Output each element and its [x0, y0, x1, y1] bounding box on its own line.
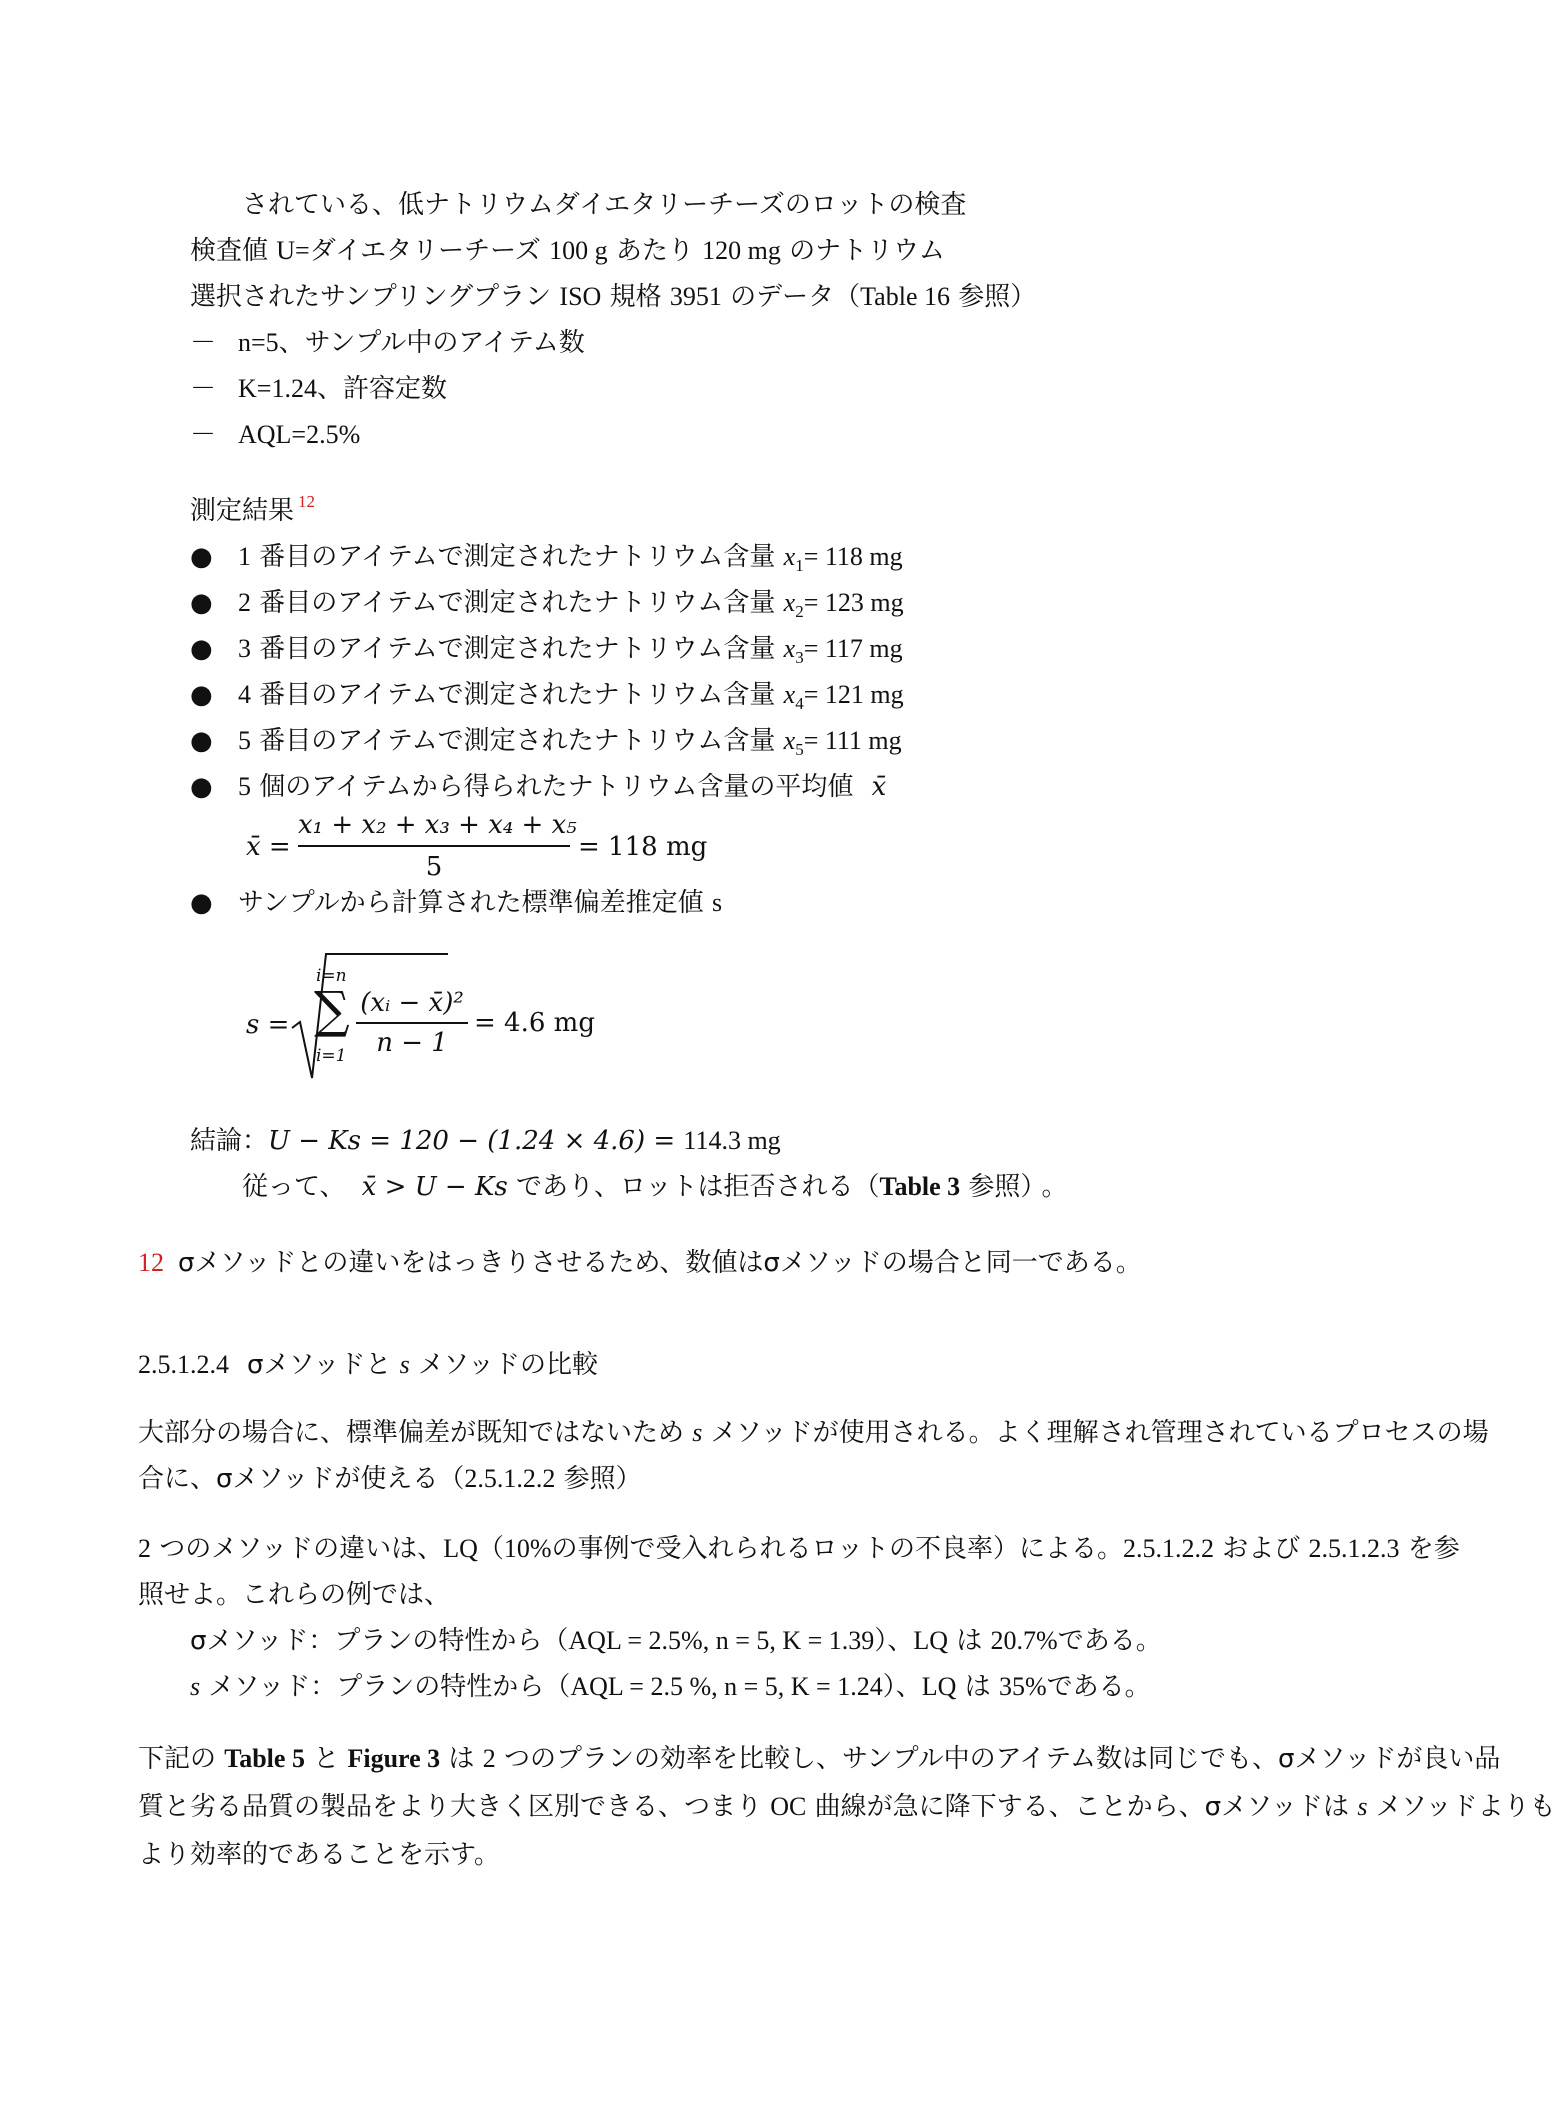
text: U=	[276, 236, 310, 265]
formula-lhs: x̄ =	[246, 832, 291, 862]
intro-line-2	[190, 234, 945, 268]
para3-line1	[138, 1742, 1500, 1776]
text: 2	[238, 588, 251, 617]
text: より効率的であることを示す。	[138, 1840, 500, 1870]
text: n=5	[238, 328, 279, 357]
text: 番目のアイテムで測定されたナトリウム含量	[251, 542, 784, 572]
text: の事例で受入れられるロットの不良率）による。	[551, 1534, 1124, 1564]
text: 100 g	[549, 236, 608, 265]
text: 5	[238, 772, 251, 801]
text: 測定結果	[190, 496, 295, 526]
text: つのメソッドの違いは、	[151, 1534, 444, 1564]
text: U − Ks = 120 − (1.24 × 4.6) =	[268, 1126, 684, 1156]
text: 合に、σメソッドが使える（	[138, 1464, 465, 1494]
text: ISO	[559, 282, 602, 311]
text: 参照）	[949, 282, 1037, 312]
text: 3	[795, 648, 804, 667]
text: 番目のアイテムで測定されたナトリウム含量	[251, 634, 784, 664]
dash-item-n	[238, 326, 585, 360]
text: s	[1357, 1792, 1368, 1821]
text: x̄ > U − Ks	[361, 1172, 508, 1202]
text: 、サンプル中のアイテム数	[278, 328, 585, 358]
text: 番目のアイテムで測定されたナトリウム含量	[251, 680, 784, 710]
text: x̄	[871, 772, 887, 802]
text: である。	[1057, 1626, 1162, 1656]
text: 参照）	[555, 1464, 642, 1494]
formula-lhs: s =	[246, 1010, 290, 1040]
formula-numerator: (xᵢ − x̄)²	[360, 988, 464, 1018]
bullet-marker: ●	[190, 588, 213, 618]
text: 35%	[998, 1672, 1047, 1701]
intro-text-1: されている、低ナトリウムダイエタリーチーズのロットの検査	[242, 190, 967, 220]
fraction-bar	[356, 1022, 468, 1024]
text: 3	[238, 634, 251, 663]
text: x	[783, 588, 796, 617]
text: および	[1214, 1534, 1309, 1564]
text: AQL=2.5%	[238, 420, 361, 449]
text: OC	[770, 1792, 807, 1821]
text: のナトリウム	[780, 236, 945, 266]
sum-lower: i=1	[316, 1046, 347, 1066]
section-heading	[138, 1348, 598, 1382]
measurement-item	[238, 540, 903, 577]
text: 3951	[669, 282, 722, 311]
text: あたり	[607, 236, 703, 266]
sum-upper: i=n	[316, 966, 347, 986]
conclusion-line	[190, 1124, 781, 1158]
text: x	[783, 726, 796, 755]
text: 2.5.1.2.2	[464, 1464, 556, 1493]
text: = 117 mg	[803, 634, 903, 663]
text: AQL = 2.5%, n = 5, K = 1.39	[568, 1626, 875, 1655]
text: = 123 mg	[803, 588, 904, 617]
dash-marker: －	[190, 420, 217, 450]
text: 曲線が急に降下する、ことから、σメソッドは	[806, 1792, 1358, 1822]
therefore-line	[242, 1170, 1067, 1204]
bullet-marker: ●	[190, 634, 213, 664]
bullet-marker: ●	[190, 680, 213, 710]
measurement-item	[238, 724, 902, 761]
text: を参	[1399, 1534, 1460, 1564]
para1-line1	[138, 1416, 1489, 1450]
text: 。	[1041, 1172, 1068, 1202]
bullet-marker: ●	[190, 726, 213, 756]
text: であり、ロットは拒否される（	[507, 1172, 880, 1202]
text: 選択されたサンプリングプラン	[190, 282, 560, 312]
text: LQ	[913, 1626, 948, 1655]
text: K=1.24	[238, 374, 317, 403]
text: Table 16	[860, 282, 950, 311]
text: AQL = 2.5 %, n = 5, K = 1.24	[570, 1672, 883, 1701]
text: σメソッドと	[247, 1350, 400, 1380]
text: Figure 3	[347, 1744, 441, 1773]
text: 大部分の場合に、標準偏差が既知ではないため	[138, 1418, 693, 1448]
s-case-line	[190, 1670, 1151, 1704]
text: ）、	[874, 1626, 914, 1656]
mean-item	[238, 770, 886, 804]
text: つのプランの効率を比較し、サンプル中のアイテム数は同じでも、σメソッドが良い品	[495, 1744, 1501, 1774]
footnote	[138, 1246, 1142, 1280]
bullet-marker: ●	[190, 772, 213, 802]
formula-rhs: = 118 mg	[578, 832, 708, 862]
text: LQ	[921, 1672, 957, 1701]
section-number: 2.5.1.2.4	[138, 1350, 229, 1379]
text: 10%	[503, 1534, 552, 1563]
bullet-marker: ●	[190, 542, 213, 572]
measurement-item	[238, 586, 904, 623]
intro-line-1	[242, 188, 966, 222]
text: 4	[238, 680, 251, 709]
text: は	[440, 1744, 483, 1774]
text: LQ（	[443, 1534, 504, 1563]
text: は	[956, 1672, 999, 1702]
para3-line3	[138, 1838, 500, 1872]
text: ダイエタリーチーズ	[309, 236, 550, 266]
intro-line-3	[190, 280, 1036, 314]
text: s	[190, 1672, 201, 1701]
bullet-marker: ●	[190, 888, 213, 918]
text: サンプルから計算された標準偏差推定値	[238, 888, 712, 918]
para3-line2	[138, 1790, 1556, 1824]
text: 2.5.1.2.2	[1123, 1534, 1215, 1563]
dash-marker: －	[190, 374, 217, 404]
text: 検査値	[190, 236, 277, 266]
text: 番目のアイテムで測定されたナトリウム含量	[251, 588, 784, 618]
text: 2	[795, 602, 804, 621]
text: メソッド：プランの特性から（	[200, 1672, 571, 1702]
text: 質と劣る品質の製品をより大きく区別できる、つまり	[138, 1792, 771, 1822]
text: メソッドよりも	[1367, 1792, 1556, 1822]
text: 120 mg	[702, 236, 781, 265]
para2-line2	[138, 1578, 450, 1612]
text: のデータ（	[721, 282, 861, 312]
measurement-item	[238, 632, 903, 669]
formula-numerator: x₁ + x₂ + x₃ + x₄ + x₅	[298, 810, 577, 840]
formula-denominator: n − 1	[376, 1028, 448, 1058]
text: s	[399, 1350, 410, 1379]
text: 5	[795, 740, 804, 759]
text: 結論：	[190, 1126, 269, 1156]
text: 5	[238, 726, 251, 755]
text: 1	[238, 542, 251, 571]
text: は	[948, 1626, 991, 1656]
text: 番目のアイテムで測定されたナトリウム含量	[251, 726, 784, 756]
sigma-case-line	[190, 1624, 1162, 1658]
text: 規格	[601, 282, 670, 312]
text: 2	[138, 1534, 151, 1563]
text: と	[304, 1744, 348, 1774]
fraction-bar	[298, 845, 570, 847]
text: 個のアイテムから得られたナトリウム含量の平均値	[251, 772, 862, 802]
sd-item	[238, 886, 722, 920]
results-heading	[190, 494, 315, 531]
text: 2.5.1.2.3	[1308, 1534, 1400, 1563]
text: 2	[482, 1744, 496, 1773]
text: σメソッドとの違いをはっきりさせるため、数値はσメソッドの場合と同一である。	[178, 1248, 1142, 1278]
text: = 121 mg	[803, 680, 904, 709]
text: メソッドの比較	[409, 1350, 598, 1380]
formula-rhs: = 4.6 mg	[474, 1008, 595, 1038]
text: 、許容定数	[316, 374, 447, 404]
text: 4	[795, 694, 804, 713]
para1-line2	[138, 1462, 642, 1496]
text: である。	[1046, 1672, 1151, 1702]
text: 従って、	[242, 1172, 354, 1202]
text: Table 5	[224, 1744, 305, 1773]
text: s	[692, 1418, 703, 1447]
text: = 118 mg	[803, 542, 903, 571]
text: s	[711, 888, 723, 917]
text: x	[783, 680, 796, 709]
sum-symbol: ∑	[314, 981, 350, 1039]
measurement-item	[238, 678, 904, 715]
footnote-ref[interactable]: 12	[298, 492, 316, 511]
text: ）、	[882, 1672, 922, 1702]
text: メソッドが使用される。よく理解され管理されているプロセスの場	[702, 1418, 1489, 1448]
dash-item-aql	[238, 418, 360, 452]
text: x	[783, 634, 796, 663]
para2-line1	[138, 1532, 1460, 1566]
text: x	[783, 542, 796, 571]
text: σメソッド：プランの特性から（	[190, 1626, 569, 1656]
text: = 111 mg	[803, 726, 902, 755]
text: 20.7%	[990, 1626, 1058, 1655]
formula-denominator: 5	[425, 852, 443, 882]
text: 下記の	[138, 1744, 225, 1774]
text: Table 3	[879, 1172, 961, 1201]
text: 照せよ。これらの例では、	[138, 1580, 451, 1610]
text: 1	[795, 556, 804, 575]
text: 参照）	[960, 1172, 1034, 1202]
dash-marker: －	[190, 328, 217, 358]
footnote-number: 12	[138, 1248, 164, 1277]
dash-item-k	[238, 372, 447, 406]
text: 114.3 mg	[683, 1126, 781, 1155]
